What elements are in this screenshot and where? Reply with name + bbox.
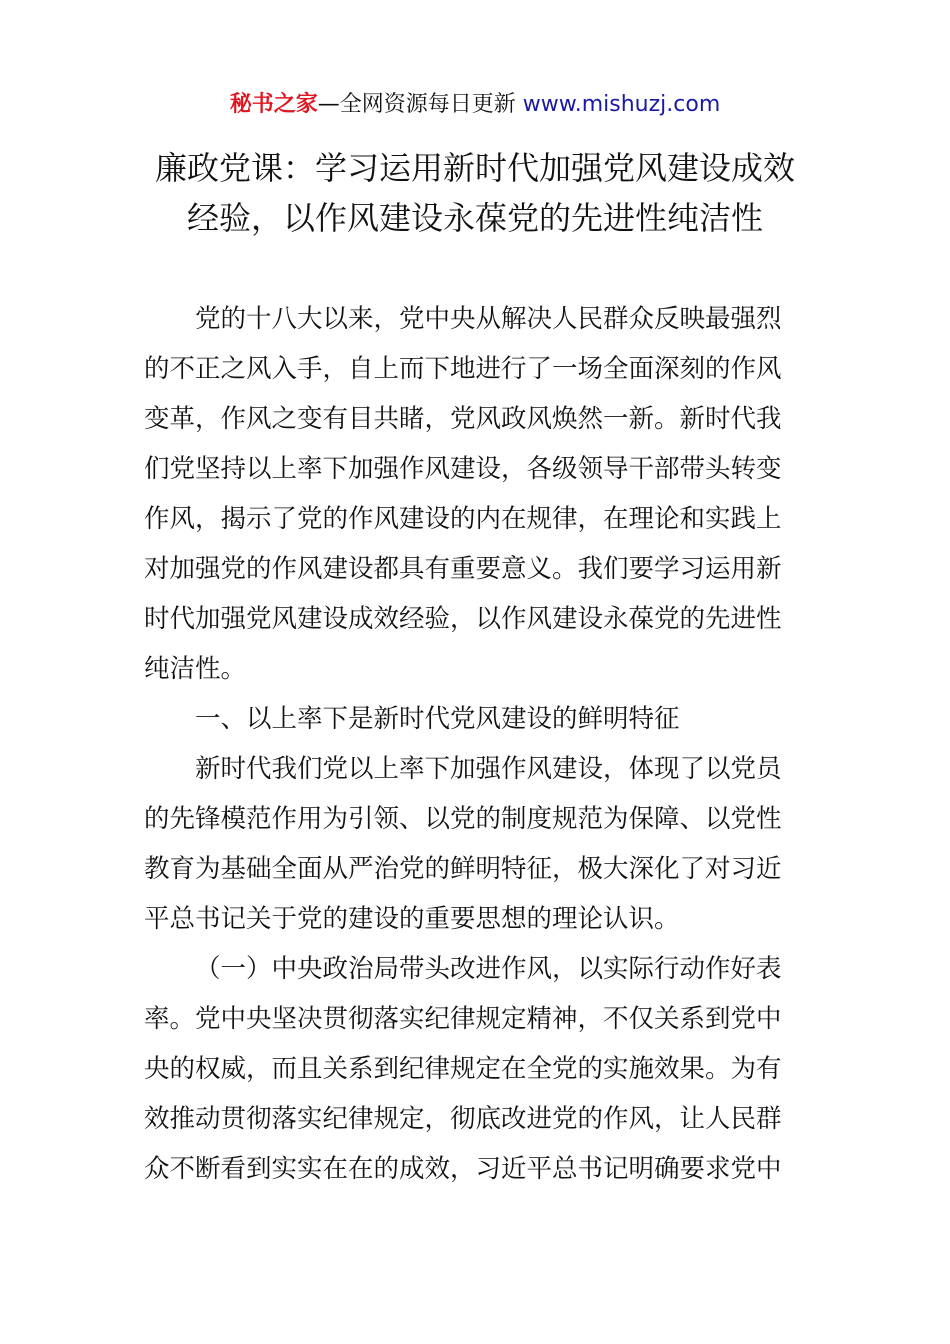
text-line: 平总书记关于党的建设的重要思想的理论认识。 [144,904,680,934]
paragraph-subsection-1 [144,944,808,1194]
site-url-link[interactable]: www.mishuzj.com [522,92,721,117]
site-brand: 秘书之家 [229,92,318,117]
document-body [144,294,808,1194]
paragraph-section-1 [144,744,808,944]
title-line: 廉政党课：学习运用新时代加强党风建设成效 [154,149,795,187]
text-line: 时代加强党风建设成效经验，以作风建设永葆党的先进性 [144,604,782,634]
text-line: 新时代我们党以上率下加强作风建设，体现了以党员 [195,754,782,784]
text-line: 对加强党的作风建设都具有重要意义。我们要学习运用新 [144,554,782,584]
text-line: 作风，揭示了党的作风建设的内在规律，在理论和实践上 [144,504,782,534]
text-line: 变革，作风之变有目共睹，党风政风焕然一新。新时代我 [144,404,782,434]
paragraph-intro [144,294,808,694]
text-line: 众不断看到实实在在的成效，习近平总书记明确要求党中 [144,1154,782,1184]
text-line: 效推动贯彻落实纪律规定，彻底改进党的作风，让人民群 [144,1104,782,1134]
section-heading: 一、以上率下是新时代党风建设的鲜明特征 [195,704,680,734]
text-line: 纯洁性。 [144,654,247,684]
text-line: 党的十八大以来，党中央从解决人民群众反映最强烈 [195,304,782,334]
text-line: 教育为基础全面从严治党的鲜明特征，极大深化了对习近 [144,854,782,884]
site-header [0,88,950,122]
text-line: 的先锋模范作用为引领、以党的制度规范为保障、以党性 [144,804,782,834]
text-line: 率。党中央坚决贯彻落实纪律规定精神，不仅关系到党中 [144,1004,782,1034]
text-line: 央的权威，而且关系到纪律规定在全党的实施效果。为有 [144,1054,782,1084]
title-line: 经验，以作风建设永葆党的先进性纯洁性 [186,199,763,237]
text-line: 的不正之风入手，自上而下地进行了一场全面深刻的作风 [144,354,782,384]
text-line: （一）中央政治局带头改进作风，以实际行动作好表 [195,954,782,984]
text-line: 们党坚持以上率下加强作风建设，各级领导干部带头转变 [144,454,782,484]
site-tagline: —全网资源每日更新 [317,92,523,117]
document-title [60,143,890,243]
